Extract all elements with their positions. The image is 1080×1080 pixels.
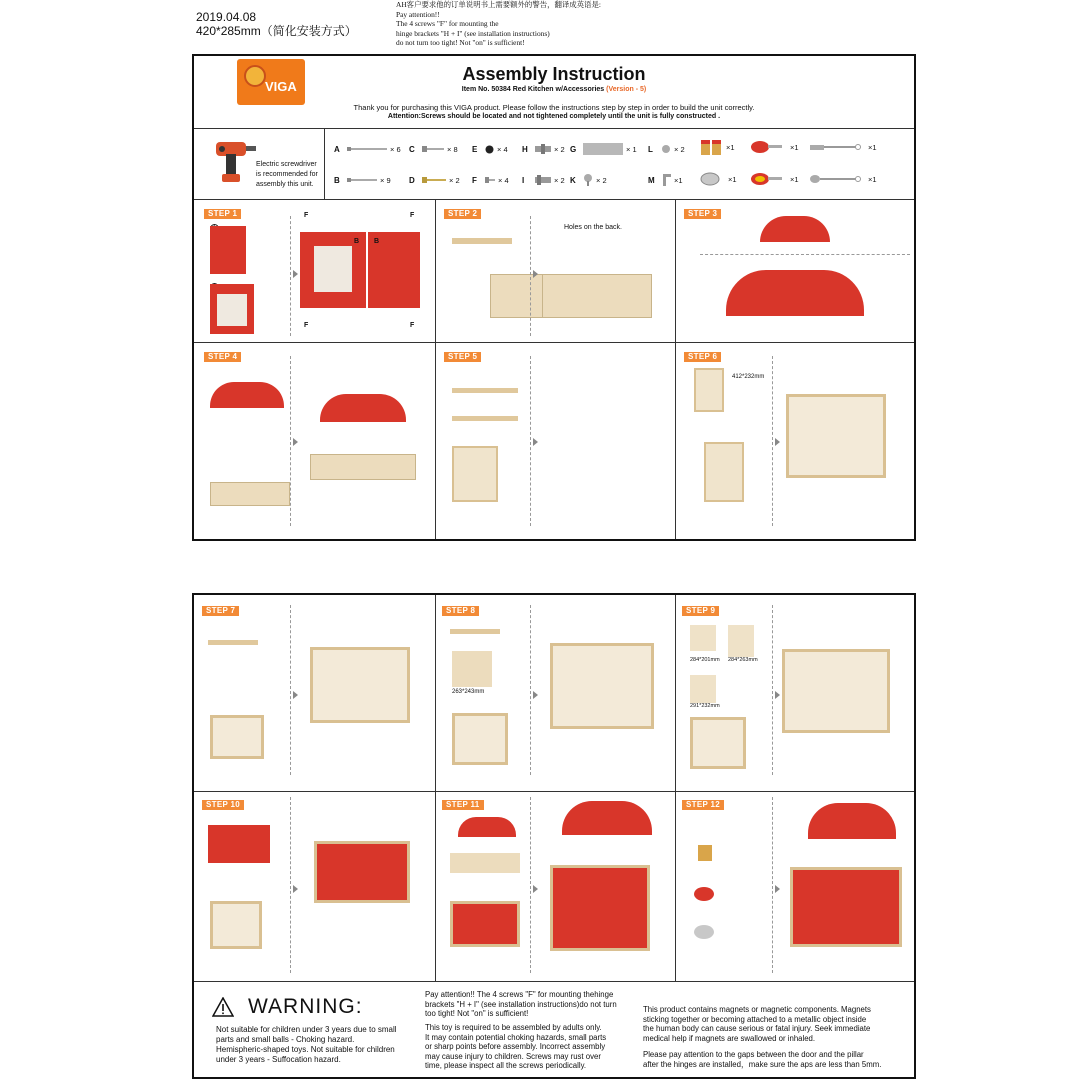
warning-heading — [212, 995, 363, 1019]
note-line: This toy is required to be assembled by adults only. — [425, 1023, 602, 1032]
arrow-icon — [293, 438, 298, 446]
part-letter: F — [472, 175, 477, 185]
part-qty: × 1 — [626, 144, 637, 154]
drill-note-line: Electric screwdriver — [256, 161, 317, 168]
accessory-saucepan — [750, 172, 799, 186]
ladle-icon — [810, 174, 862, 184]
stove-board-assembled — [542, 274, 652, 318]
step-label: STEP 2 — [444, 209, 481, 219]
version-label: (Version - 5) — [606, 86, 647, 93]
wooden-rod — [452, 388, 518, 393]
divider — [194, 342, 914, 343]
accessory-pan — [700, 172, 737, 186]
separator — [530, 216, 531, 336]
header-note-line: The 4 screws "F" for mounting the — [396, 19, 499, 29]
page-title: Assembly Instruction — [462, 64, 646, 84]
cabinet — [450, 901, 520, 947]
separator — [530, 605, 531, 775]
wooden-rod — [452, 238, 512, 244]
part-qty: × 2 — [596, 175, 607, 185]
screw-icon — [422, 146, 444, 152]
divider — [194, 128, 914, 129]
part-letter: H — [522, 144, 528, 154]
part-qty: × 9 — [380, 175, 391, 185]
frame-assembled — [786, 394, 886, 478]
drill-note-line: assembly this unit. — [256, 181, 314, 188]
step-label: STEP 3 — [684, 209, 721, 219]
door-pair — [208, 825, 270, 863]
part-qty: ×1 — [868, 142, 877, 152]
separator — [290, 605, 291, 775]
part-qty: ×1 — [868, 174, 877, 184]
accessory-spatula — [810, 140, 877, 154]
drill-note — [256, 160, 328, 190]
electric-screwdriver-icon — [210, 134, 258, 186]
frame-assembled — [550, 643, 654, 729]
header-size: 420*285mm（简化安装方式） — [196, 24, 357, 38]
step-label: STEP 4 — [204, 352, 241, 362]
part-letter: I — [522, 175, 525, 185]
backsplash-panel — [760, 216, 830, 242]
separator — [290, 797, 291, 973]
part-qty: × 4 — [498, 175, 509, 185]
arrow-icon — [293, 270, 298, 278]
frame — [690, 717, 746, 769]
step-label: STEP 9 — [682, 606, 719, 616]
warning-line: Not suitable for children under 3 years due to small — [216, 1025, 397, 1034]
step-label: STEP 10 — [202, 800, 244, 810]
divider — [675, 199, 676, 539]
pot-icon — [750, 140, 784, 154]
note-line: Pay attention!! The 4 screws "F" for mounting thehinge — [425, 990, 614, 999]
arrow-icon — [533, 438, 538, 446]
backsplash-final — [808, 803, 896, 839]
note-line: sticking together or becoming attached to a metallic object inside — [643, 1014, 867, 1024]
part-m — [648, 173, 683, 187]
warning-title: WARNING: — [248, 995, 363, 1018]
separator — [530, 797, 531, 973]
part-qty: × 8 — [447, 144, 458, 154]
note-line: brackets "H + I" (see installation instructions)do not turn — [425, 999, 617, 1009]
divider — [194, 199, 914, 200]
frame — [210, 715, 264, 759]
note-line: It may contain potential choking hazards, small parts — [425, 1032, 607, 1042]
arrow-icon — [775, 691, 780, 699]
door-panel-window — [210, 284, 254, 334]
panel-board — [690, 675, 716, 703]
part-letter: C — [409, 144, 415, 154]
note-line: after the hinges are installed，make sure the aps are less than 5mm. — [643, 1059, 882, 1069]
gap-note — [643, 1050, 907, 1069]
part-c — [409, 142, 458, 156]
cabinet-assembled — [314, 841, 410, 903]
door-panel — [210, 226, 246, 274]
step-label: STEP 1 — [204, 209, 241, 219]
part-l — [648, 142, 685, 156]
step-label: STEP 5 — [444, 352, 481, 362]
arrow-icon — [775, 885, 780, 893]
warning-body — [216, 1025, 416, 1065]
divider — [194, 981, 914, 982]
spice-jar-icon — [700, 139, 724, 155]
side-frame — [452, 446, 498, 502]
panel-board — [728, 625, 754, 657]
accessory-ladle — [810, 172, 877, 186]
backsplash-assembled — [726, 270, 864, 316]
part-qty: × 2 — [554, 144, 565, 154]
saucepan-icon — [750, 172, 784, 186]
kitchen-final — [790, 867, 902, 947]
spatula-icon — [810, 142, 862, 152]
step6-dim: 412*232mm — [732, 374, 765, 380]
label-f: F — [304, 212, 309, 219]
step-label: STEP 7 — [202, 606, 239, 616]
part-letter: K — [570, 175, 576, 185]
divider — [435, 595, 436, 981]
part-h — [522, 142, 565, 156]
part-letter: L — [648, 144, 653, 154]
divider — [675, 595, 676, 981]
label-f: F — [410, 212, 415, 219]
part-d — [409, 173, 460, 187]
step8-dim: 263*243mm — [452, 689, 485, 695]
logo-text: VIGA — [265, 79, 297, 94]
backsplash-panel — [210, 382, 284, 408]
divider — [194, 791, 914, 792]
warning-line: under 3 years - Suffocation hazard. — [216, 1055, 341, 1064]
backsplash-panel — [458, 817, 516, 837]
part-b — [334, 173, 391, 187]
header-date: 2019.04.08 — [196, 10, 257, 24]
note-line: Please pay attention to the gaps between the door and the pillar — [643, 1050, 864, 1059]
arrow-icon — [533, 270, 538, 278]
step9-dim: 284*263mm — [728, 657, 758, 663]
frame — [452, 713, 508, 765]
item-line — [194, 86, 914, 93]
part-f — [472, 173, 509, 187]
spice-jar-icon — [698, 845, 712, 861]
instruction-sheet-2 — [192, 593, 916, 1079]
part-qty: × 2 — [554, 175, 565, 185]
header-note-line: hinge brackets "H + I" (see installation instructions) — [396, 28, 550, 38]
stove-assembled — [310, 454, 416, 480]
hinge-bracket-icon — [535, 144, 551, 154]
separator — [772, 797, 773, 973]
backsplash-assembled — [562, 801, 652, 835]
header-note — [396, 0, 676, 48]
frame-assembled — [782, 649, 890, 733]
part-qty: ×1 — [790, 174, 799, 184]
magnet-warning — [643, 1005, 907, 1043]
step9-dim: 291*232mm — [690, 703, 720, 709]
note-line: or sharp points before assembly. Incorrect assembly — [425, 1042, 606, 1051]
part-a — [334, 142, 401, 156]
separator — [290, 216, 291, 336]
long-screw-icon — [347, 146, 387, 152]
pot-icon — [694, 887, 714, 901]
part-qty: ×1 — [790, 142, 799, 152]
note-line: the human body can cause serious or fatal injury. Seek immediate — [643, 1024, 871, 1033]
cap-icon — [485, 145, 494, 154]
stove-board — [450, 853, 520, 873]
backsplash-assembled — [320, 394, 406, 422]
part-qty: ×1 — [726, 142, 735, 152]
label-f: F — [304, 322, 309, 329]
knob-icon — [583, 174, 593, 186]
part-qty: × 2 — [674, 144, 685, 154]
note-line: medical help if magnets are swallowed or inhaled. — [643, 1033, 816, 1043]
label-b: B — [374, 238, 380, 245]
part-letter: M — [648, 175, 655, 185]
part-qty: ×1 — [674, 175, 683, 185]
part-i — [522, 173, 565, 187]
step2-note: Holes on the back. — [564, 224, 622, 231]
part-g — [570, 142, 637, 156]
part-qty: ×1 — [728, 174, 737, 184]
hook-icon — [661, 144, 671, 154]
part-letter: A — [334, 144, 340, 154]
warning-line: Hemispheric-shaped toys. Not suitable for children — [216, 1045, 395, 1054]
arrow-icon — [293, 885, 298, 893]
arrow-icon — [533, 885, 538, 893]
shelf-board — [452, 651, 492, 687]
accessory-spice-jars — [700, 140, 735, 154]
separator — [772, 356, 773, 526]
label-b: B — [354, 238, 360, 245]
header-note-line: Pay attention!! — [396, 9, 440, 19]
part-qty: × 6 — [390, 144, 401, 154]
arrow-icon — [775, 438, 780, 446]
part-letter: B — [334, 175, 340, 185]
wooden-rod — [452, 416, 518, 421]
frame — [210, 901, 262, 949]
hinge-bracket-icon — [535, 175, 551, 185]
separator — [700, 254, 910, 255]
part-letter: G — [570, 144, 577, 154]
separator — [290, 356, 291, 526]
separator — [530, 356, 531, 526]
step-label: STEP 12 — [682, 800, 724, 810]
part-e — [472, 142, 508, 156]
step-label: STEP 8 — [442, 606, 479, 616]
screw-icon — [347, 177, 377, 183]
note-line: time, please inspect all the screws periodically. — [425, 1061, 587, 1070]
instruction-sheet-1 — [192, 54, 916, 541]
note-line: too tight! Not "on" is sufficient! — [425, 1009, 529, 1018]
part-qty: × 2 — [449, 175, 460, 185]
step9-dim: 284*201mm — [690, 657, 720, 663]
step-label: STEP 6 — [684, 352, 721, 362]
warning-line: parts and small balls - Choking hazard. — [216, 1035, 355, 1044]
arrow-icon — [533, 691, 538, 699]
separator — [772, 605, 773, 775]
arrow-icon — [293, 691, 298, 699]
drill-note-line: is recommended for — [256, 171, 318, 178]
divider — [435, 199, 436, 539]
attention-note — [425, 990, 625, 1019]
frying-pan-icon — [700, 172, 726, 186]
stove-board — [210, 482, 290, 506]
note-line: This product contains magnets or magnetic components. Magnets — [643, 1005, 871, 1014]
frame-assembled — [310, 647, 410, 723]
faucet-icon — [661, 174, 671, 186]
header-note-line: do not turn too tight! Not "on" is sufficient! — [396, 38, 525, 48]
label-f: F — [410, 322, 415, 329]
part-letter: E — [472, 144, 478, 154]
side-frame — [704, 442, 744, 502]
kitchen-assembled — [550, 865, 650, 951]
note-line: may cause injury to children. Screws may rust over — [425, 1051, 601, 1061]
panel-board — [690, 625, 716, 651]
wood-screw-icon — [422, 177, 446, 183]
item-number: Item No. 50384 Red Kitchen w/Accessories — [461, 86, 605, 93]
part-k — [570, 173, 607, 187]
side-frame — [694, 368, 724, 412]
adult-assembly-note — [425, 1023, 625, 1071]
header-note-cn: AH客户要求他的订单说明书上需要额外的警告，翻译成英语是: — [396, 0, 601, 9]
warning-icon — [212, 997, 234, 1017]
part-qty: × 4 — [497, 144, 508, 154]
frying-pan-icon — [694, 925, 714, 939]
small-screw-icon — [485, 176, 495, 184]
thanks-text: Thank you for purchasing this VIGA product. Please follow the instructions step by step in order to build the unit correctly. — [353, 103, 755, 112]
metal-bar-icon — [583, 143, 623, 155]
part-letter: D — [409, 175, 415, 185]
step-label: STEP 11 — [442, 800, 484, 810]
wooden-rod — [450, 629, 500, 634]
attention-text: Attention:Screws should be located and not tightened completely until the unit is fully constructed . — [387, 113, 721, 120]
wooden-rod — [208, 640, 258, 645]
accessory-pot — [750, 140, 799, 154]
